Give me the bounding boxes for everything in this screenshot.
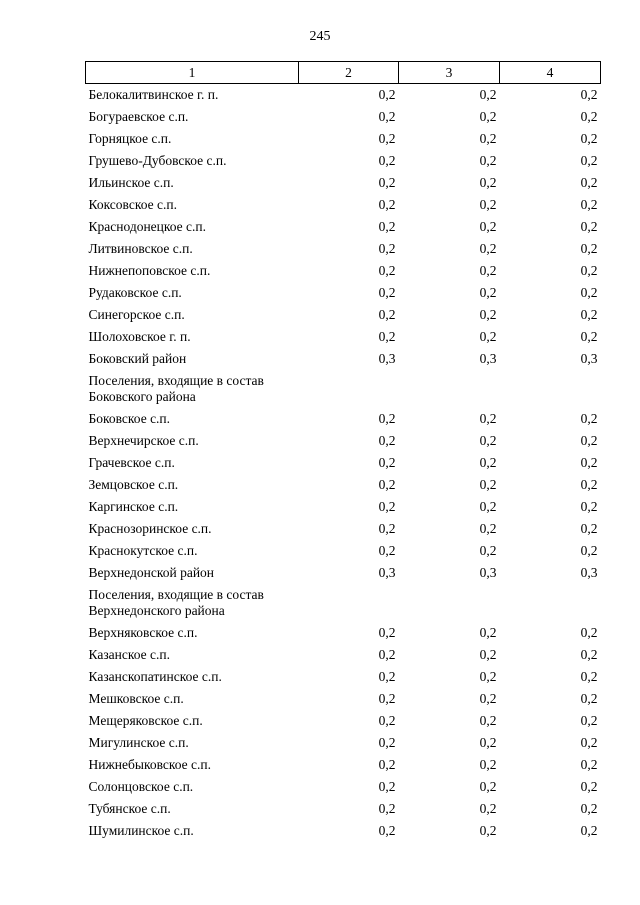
value-col-2-cell: 0,2: [378, 499, 396, 514]
value-col-4-cell: 0,2: [580, 801, 598, 816]
data-table: [85, 61, 601, 842]
value-col-3-cell: 0,2: [479, 219, 497, 234]
settlement-name-cell: Поселения, входящие в состав Верхнедонского района: [88, 587, 264, 618]
settlement-name-cell: Казанскопатинское с.п.: [88, 669, 222, 684]
settlement-name-cell: Верхнедонской район: [88, 565, 215, 580]
value-col-4-cell: 0,2: [580, 647, 598, 662]
value-col-4-cell: 0,2: [580, 735, 598, 750]
value-col-2-cell: 0,2: [378, 411, 396, 426]
value-col-4-cell: 0,2: [580, 411, 598, 426]
table-row: [86, 326, 601, 348]
value-col-2-cell: 0,2: [378, 175, 396, 190]
value-col-2-cell: 0,2: [378, 669, 396, 684]
table-row: [86, 688, 601, 710]
value-col-2-cell: 0,2: [378, 153, 396, 168]
value-col-2-cell: 0,2: [378, 543, 396, 558]
settlement-name-cell: Коксовское с.п.: [88, 197, 177, 212]
table-row: [86, 370, 601, 408]
settlement-name-cell: Боковский район: [88, 351, 187, 366]
table-row: [86, 430, 601, 452]
value-col-2-cell: 0,2: [378, 87, 396, 102]
settlement-name-cell: Синегорское с.п.: [88, 307, 185, 322]
value-col-4-cell: 0,2: [580, 285, 598, 300]
settlement-name-cell: Тубянское с.п.: [88, 801, 171, 816]
settlement-name-cell: Поселения, входящие в состав Боковского района: [88, 373, 264, 404]
column-header-2: 2: [299, 62, 399, 84]
table-row: [86, 304, 601, 326]
value-col-3-cell: [399, 370, 500, 408]
value-col-4-cell: 0,2: [580, 307, 598, 322]
value-col-2-cell: [299, 584, 399, 622]
value-col-2-cell: 0,2: [378, 109, 396, 124]
settlement-name-cell: Краснодонецкое с.п.: [88, 219, 207, 234]
table-row: [86, 84, 601, 107]
value-col-3-cell: [399, 584, 500, 622]
settlement-name-cell: Нижнепоповское с.п.: [88, 263, 211, 278]
table-row: [86, 172, 601, 194]
value-col-3-cell: 0,2: [479, 801, 497, 816]
table-row: [86, 820, 601, 842]
settlement-name-cell: Солонцовское с.п.: [88, 779, 194, 794]
value-col-3-cell: 0,2: [479, 543, 497, 558]
settlement-name-cell: Литвиновское с.п.: [88, 241, 193, 256]
value-col-3-cell: 0,3: [479, 351, 497, 366]
table-row: [86, 348, 601, 370]
settlement-name-cell: Краснокутское с.п.: [88, 543, 198, 558]
value-col-3-cell: 0,2: [479, 197, 497, 212]
value-col-3-cell: 0,2: [479, 669, 497, 684]
value-col-3-cell: 0,2: [479, 87, 497, 102]
value-col-3-cell: 0,2: [479, 499, 497, 514]
value-col-2-cell: 0,2: [378, 477, 396, 492]
value-col-2-cell: 0,2: [378, 801, 396, 816]
settlement-name-cell: Каргинское с.п.: [88, 499, 179, 514]
settlement-name-cell: Шумилинское с.п.: [88, 823, 194, 838]
value-col-3-cell: 0,2: [479, 823, 497, 838]
settlement-name-cell: Нижнебыковское с.п.: [88, 757, 211, 772]
table-row: [86, 754, 601, 776]
value-col-3-cell: 0,2: [479, 153, 497, 168]
value-col-4-cell: 0,2: [580, 329, 598, 344]
value-col-3-cell: 0,2: [479, 285, 497, 300]
value-col-2-cell: 0,2: [378, 197, 396, 212]
table-row: [86, 216, 601, 238]
table-row: [86, 776, 601, 798]
value-col-4-cell: 0,2: [580, 521, 598, 536]
value-col-3-cell: 0,2: [479, 477, 497, 492]
value-col-2-cell: 0,2: [378, 779, 396, 794]
value-col-4-cell: [500, 584, 601, 622]
value-col-4-cell: 0,2: [580, 455, 598, 470]
value-col-2-cell: 0,2: [378, 647, 396, 662]
table-body: [86, 84, 601, 843]
value-col-2-cell: 0,2: [378, 713, 396, 728]
settlement-name-cell: Верхнечирское с.п.: [88, 433, 199, 448]
value-col-2-cell: 0,2: [378, 307, 396, 322]
value-col-3-cell: 0,2: [479, 691, 497, 706]
table-row: [86, 622, 601, 644]
settlement-name-cell: Грушево-Дубовское с.п.: [88, 153, 227, 168]
value-col-4-cell: 0,2: [580, 779, 598, 794]
value-col-3-cell: 0,2: [479, 241, 497, 256]
value-col-4-cell: 0,2: [580, 823, 598, 838]
value-col-4-cell: 0,2: [580, 131, 598, 146]
value-col-4-cell: [500, 370, 601, 408]
value-col-3-cell: 0,2: [479, 625, 497, 640]
value-col-2-cell: 0,3: [378, 565, 396, 580]
table-row: [86, 474, 601, 496]
table-row: [86, 732, 601, 754]
column-header-3: 3: [399, 62, 500, 84]
value-col-3-cell: 0,2: [479, 131, 497, 146]
value-col-3-cell: 0,2: [479, 713, 497, 728]
settlement-name-cell: Краснозоринское с.п.: [88, 521, 212, 536]
value-col-4-cell: 0,2: [580, 543, 598, 558]
settlement-name-cell: Земцовское с.п.: [88, 477, 179, 492]
value-col-2-cell: 0,2: [378, 691, 396, 706]
value-col-3-cell: 0,2: [479, 307, 497, 322]
settlement-name-cell: Казанское с.п.: [88, 647, 170, 662]
table-row: [86, 408, 601, 430]
value-col-4-cell: 0,2: [580, 241, 598, 256]
value-col-3-cell: 0,2: [479, 109, 497, 124]
value-col-2-cell: 0,2: [378, 329, 396, 344]
table-row: [86, 710, 601, 732]
value-col-4-cell: 0,2: [580, 109, 598, 124]
value-col-3-cell: 0,2: [479, 735, 497, 750]
table-row: [86, 798, 601, 820]
value-col-3-cell: 0,2: [479, 455, 497, 470]
value-col-4-cell: 0,2: [580, 477, 598, 492]
value-col-2-cell: 0,2: [378, 131, 396, 146]
value-col-2-cell: 0,2: [378, 433, 396, 448]
settlement-name-cell: Мигулинское с.п.: [88, 735, 189, 750]
value-col-4-cell: 0,2: [580, 433, 598, 448]
table-row: [86, 452, 601, 474]
value-col-2-cell: 0,2: [378, 625, 396, 640]
value-col-3-cell: 0,2: [479, 647, 497, 662]
value-col-4-cell: 0,2: [580, 175, 598, 190]
value-col-3-cell: 0,2: [479, 779, 497, 794]
value-col-2-cell: 0,2: [378, 521, 396, 536]
value-col-2-cell: 0,2: [378, 263, 396, 278]
value-col-3-cell: 0,2: [479, 521, 497, 536]
table-row: [86, 238, 601, 260]
value-col-3-cell: 0,2: [479, 411, 497, 426]
table-row: [86, 496, 601, 518]
table-row: [86, 584, 601, 622]
value-col-3-cell: 0,2: [479, 757, 497, 772]
table-row: [86, 666, 601, 688]
settlement-name-cell: Ильинское с.п.: [88, 175, 174, 190]
value-col-3-cell: 0,2: [479, 263, 497, 278]
settlement-name-cell: Горняцкое с.п.: [88, 131, 172, 146]
value-col-3-cell: 0,2: [479, 433, 497, 448]
page-number: 245: [309, 29, 331, 44]
value-col-4-cell: 0,2: [580, 713, 598, 728]
table-row: [86, 540, 601, 562]
table-row: [86, 518, 601, 540]
table-header: [86, 62, 601, 84]
settlement-name-cell: Грачевское с.п.: [88, 455, 175, 470]
table-row: [86, 150, 601, 172]
value-col-3-cell: 0,2: [479, 175, 497, 190]
table-row: [86, 194, 601, 216]
value-col-4-cell: 0,3: [580, 351, 598, 366]
settlement-name-cell: Боковское с.п.: [88, 411, 171, 426]
value-col-4-cell: 0,2: [580, 263, 598, 278]
value-col-4-cell: 0,2: [580, 669, 598, 684]
table-row: [86, 282, 601, 304]
value-col-2-cell: 0,2: [378, 757, 396, 772]
settlement-name-cell: Мещеряковское с.п.: [88, 713, 203, 728]
settlement-name-cell: Шолоховское г. п.: [88, 329, 191, 344]
value-col-2-cell: 0,2: [378, 285, 396, 300]
table-row: [86, 106, 601, 128]
value-col-4-cell: 0,2: [580, 153, 598, 168]
settlement-name-cell: Верхняковское с.п.: [88, 625, 198, 640]
value-col-4-cell: 0,2: [580, 691, 598, 706]
value-col-2-cell: 0,2: [378, 735, 396, 750]
value-col-4-cell: 0,2: [580, 87, 598, 102]
value-col-4-cell: 0,2: [580, 499, 598, 514]
column-header-1: 1: [86, 62, 299, 84]
settlement-name-cell: Белокалитвинское г. п.: [88, 87, 219, 102]
value-col-3-cell: 0,3: [479, 565, 497, 580]
value-col-4-cell: 0,3: [580, 565, 598, 580]
settlement-name-cell: Мешковское с.п.: [88, 691, 184, 706]
value-col-2-cell: [299, 370, 399, 408]
settlement-name-cell: Рудаковское с.п.: [88, 285, 182, 300]
settlement-name-cell: Богураевское с.п.: [88, 109, 189, 124]
table-row: [86, 644, 601, 666]
value-col-2-cell: 0,2: [378, 219, 396, 234]
value-col-2-cell: 0,2: [378, 241, 396, 256]
value-col-2-cell: 0,2: [378, 455, 396, 470]
value-col-4-cell: 0,2: [580, 757, 598, 772]
value-col-2-cell: 0,2: [378, 823, 396, 838]
value-col-4-cell: 0,2: [580, 625, 598, 640]
table-row: [86, 128, 601, 150]
value-col-2-cell: 0,3: [378, 351, 396, 366]
value-col-4-cell: 0,2: [580, 197, 598, 212]
column-header-4: 4: [500, 62, 601, 84]
value-col-4-cell: 0,2: [580, 219, 598, 234]
value-col-3-cell: 0,2: [479, 329, 497, 344]
table-row: [86, 260, 601, 282]
table-row: [86, 562, 601, 584]
header-row: [86, 62, 601, 84]
